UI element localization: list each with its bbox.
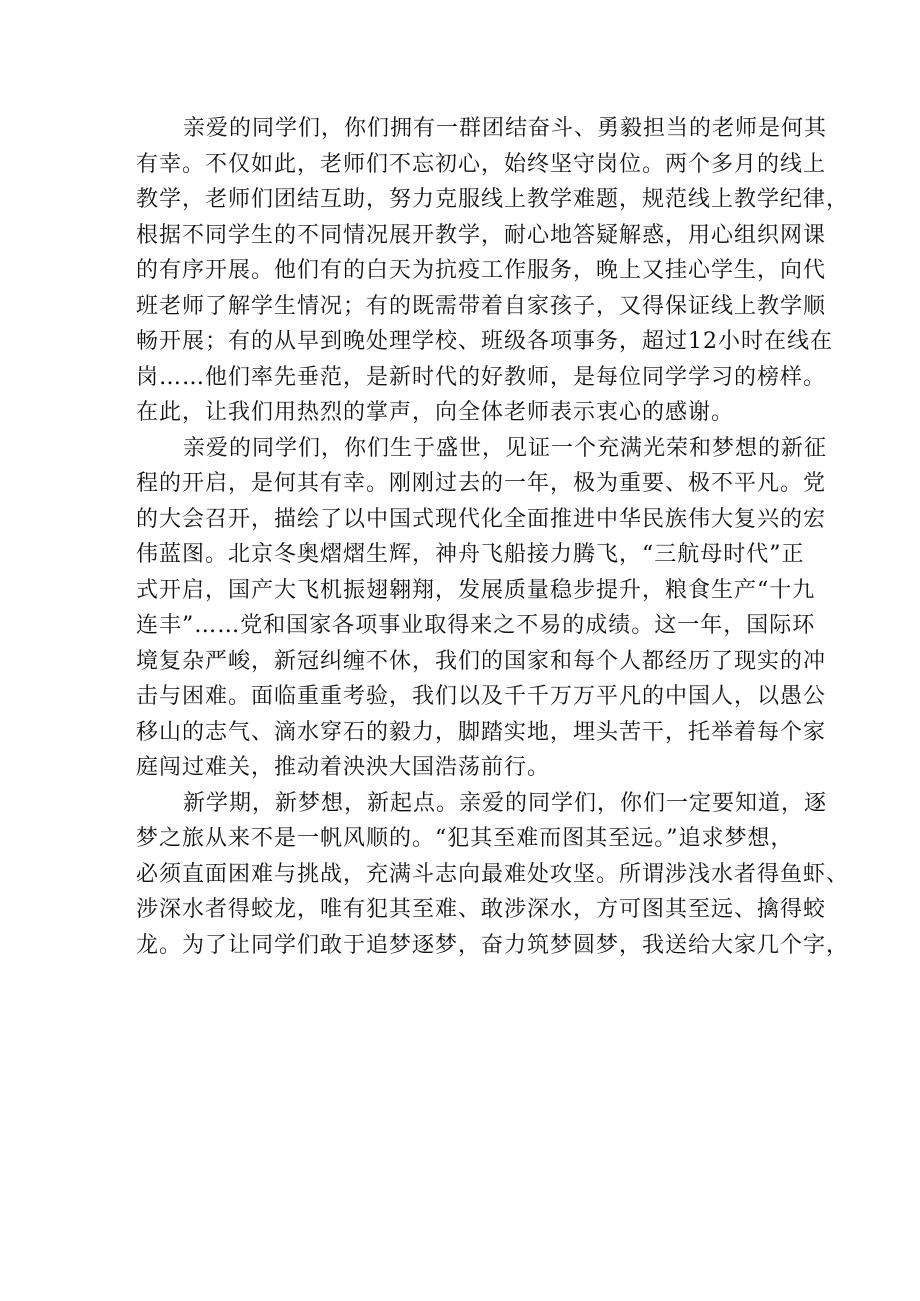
text-line: 连丰”……党和国家各项事业取得来之不易的成绩。这一年，国际环 — [136, 613, 816, 638]
text-line: 畅开展；有的从早到晚处理学校、班级各项事务，超过12小时在线在 — [136, 329, 833, 354]
text-line: 龙。为了让同学们敢于追梦逐梦，奋力筑梦圆梦，我送给大家几个字， — [136, 932, 850, 958]
text-line: 梦之旅从来不是一帆风顺的。“犯其至难而图其至远。”追求梦想， — [136, 826, 794, 851]
text-line: 涉深水者得蛟龙，唯有犯其至难、敢涉深水，方可图其至远、擒得蛟 — [136, 897, 827, 922]
text-line: 班老师了解学生情况；有的既需带着自家孩子，又得保证线上教学顺 — [136, 293, 827, 319]
text-line: 庭闯过难关，推动着泱泱大国浩荡前行。 — [136, 755, 551, 780]
text-line: 境复杂严峻，新冠纠缠不休，我们的国家和每个人都经历了现实的冲 — [136, 648, 827, 674]
text-line: 式开启，国产大飞机振翅翱翔，发展质量稳步提升，粮食生产“十九 — [136, 577, 816, 603]
paragraph-era — [136, 431, 828, 786]
document-body — [136, 111, 850, 963]
paragraph-new-semester — [136, 786, 850, 964]
text-line: 必须直面困难与挑战，充满斗志向最难处攻坚。所谓涉浅水者得鱼虾、 — [136, 861, 850, 887]
text-line: 有幸。不仅如此，老师们不忘初心，始终坚守岗位。两个多月的线上 — [136, 151, 827, 177]
text-line: 伟蓝图。北京冬奥熠熠生辉，神舟飞船接力腾飞，“三航母时代”正 — [136, 542, 805, 567]
text-line: 在此，让我们用热烈的掌声，向全体老师表示衷心的感谢。 — [136, 400, 735, 425]
text-line: 程的开启，是何其有幸。刚刚过去的一年，极为重要、极不平凡。党 — [136, 471, 827, 496]
text-line: 亲爱的同学们，你们拥有一群团结奋斗、勇毅担当的老师是何其 — [183, 116, 828, 141]
text-line: 移山的志气、滴水穿石的毅力，脚踏实地，埋头苦干，托举着每个家 — [136, 719, 827, 745]
text-line: 亲爱的同学们，你们生于盛世，见证一个充满光荣和梦想的新征 — [183, 435, 828, 461]
text-line: 根据不同学生的不同情况展开教学，耐心地答疑解惑，用心组织网课 — [136, 222, 827, 248]
text-line: 的大会召开，描绘了以中国式现代化全面推进中华民族伟大复兴的宏 — [136, 506, 827, 532]
text-line: 岗……他们率先垂范，是新时代的好教师，是每位同学学习的榜样。 — [136, 364, 827, 390]
text-line: 击与困难。面临重重考验，我们以及千千万万平凡的中国人，以愚公 — [136, 684, 827, 709]
text-line: 新学期，新梦想，新起点。亲爱的同学们，你们一定要知道，逐 — [183, 790, 828, 816]
paragraph-teachers — [136, 111, 850, 431]
text-line: 的有序开展。他们有的白天为抗疫工作服务，晚上又挂心学生，向代 — [136, 258, 827, 283]
text-line: 教学，老师们团结互助，努力克服线上教学难题，规范线上教学纪律， — [136, 187, 850, 212]
